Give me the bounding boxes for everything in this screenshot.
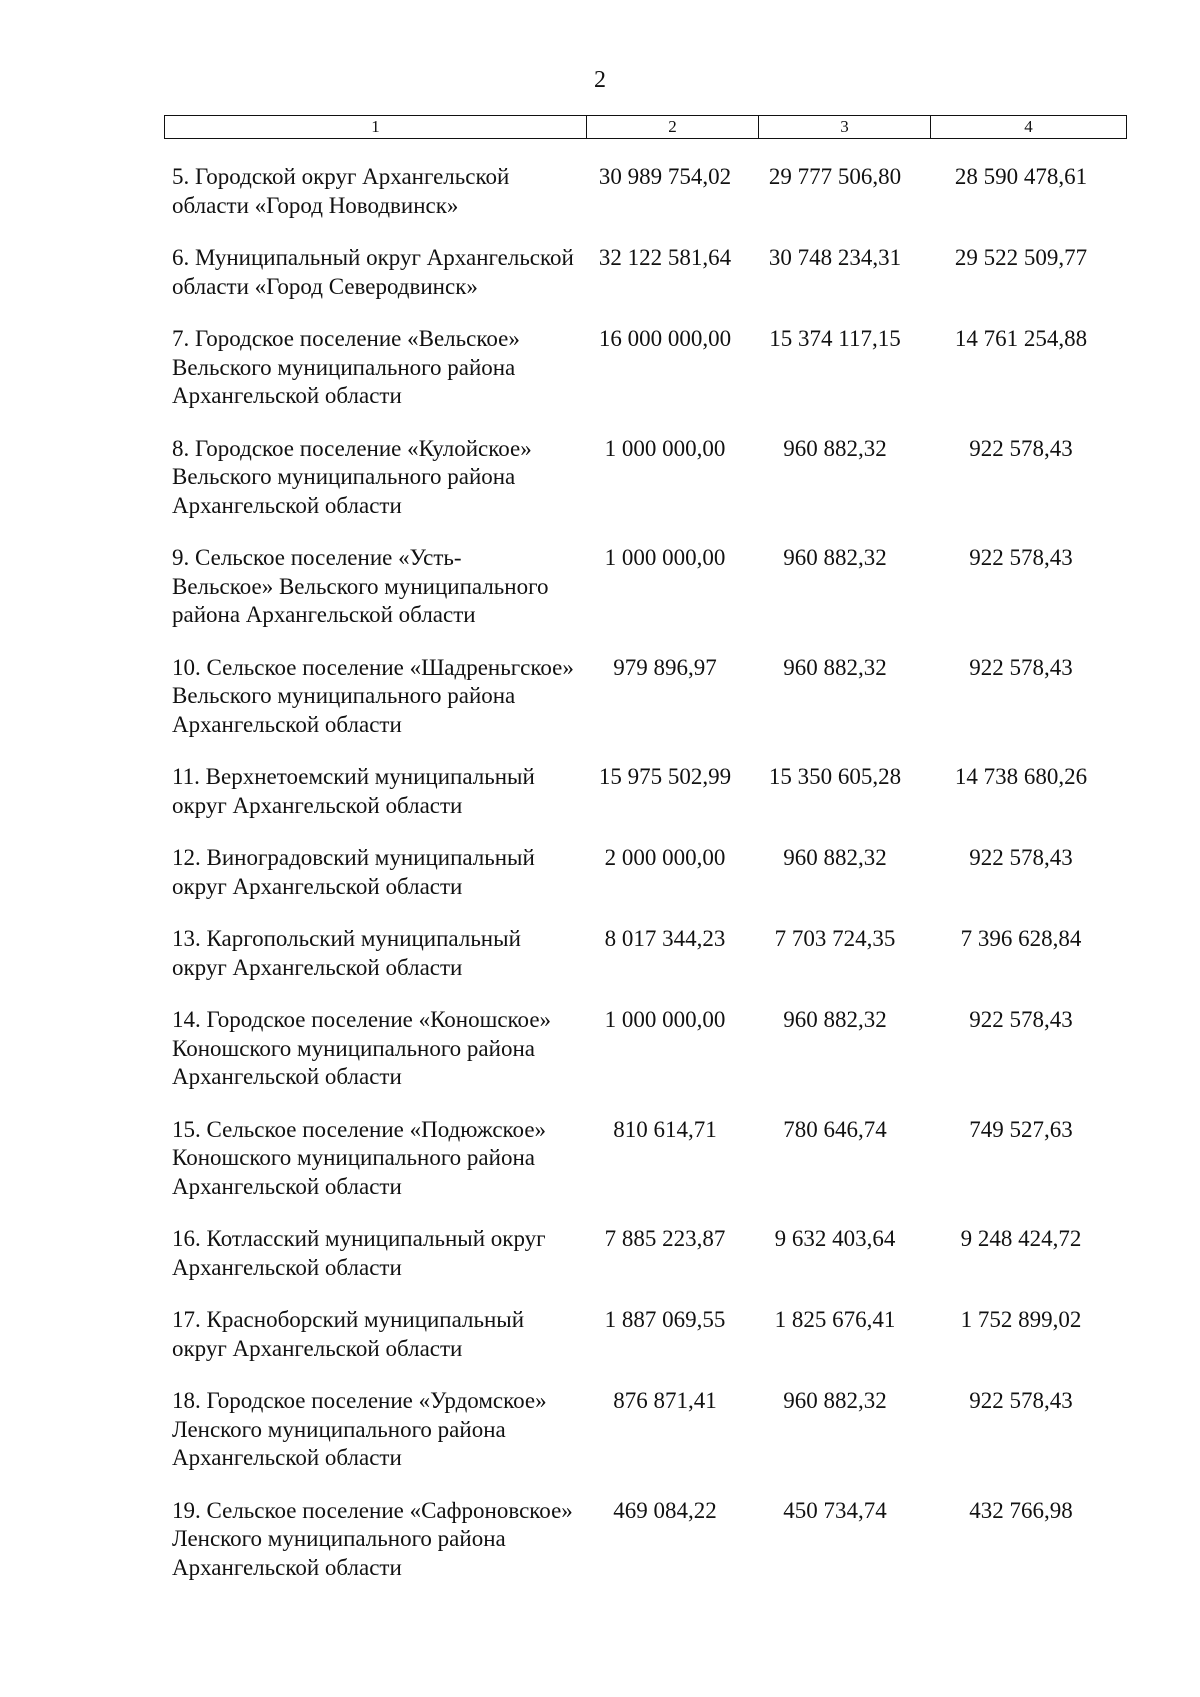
amount-col-2: 1 000 000,00 xyxy=(604,1007,726,1032)
municipality-name-line: 8. Городское поселение «Кулойское» xyxy=(172,435,532,461)
header-col-1: 1 xyxy=(165,116,587,139)
municipality-name-line: 5. Городской округ Архангельской xyxy=(172,164,510,189)
amount-col-2: 979 896,97 xyxy=(613,654,717,680)
table-row xyxy=(172,1497,1134,1583)
table-row xyxy=(172,925,1134,982)
column-number-header xyxy=(164,115,1127,139)
municipality-name xyxy=(172,163,586,220)
municipality-name xyxy=(172,544,586,630)
municipality-name-line: Коношского муниципального района xyxy=(172,1035,535,1061)
amount-col-4: 29 522 509,77 xyxy=(954,245,1088,270)
table-row xyxy=(172,844,1134,901)
table-row xyxy=(172,1225,1134,1282)
table-row xyxy=(172,1387,1134,1473)
amount-col-3: 9 632 403,64 xyxy=(774,1226,896,1251)
amount-col-3: 960 882,32 xyxy=(783,1007,887,1032)
header-col-3: 3 xyxy=(759,116,931,139)
amount-col-2: 16 000 000,00 xyxy=(598,326,732,351)
municipality-name xyxy=(172,925,586,982)
municipality-name-line: Архангельской области xyxy=(172,711,402,737)
amount-col-4: 14 761 254,88 xyxy=(954,326,1088,351)
amount-col-4: 1 752 899,02 xyxy=(960,1307,1082,1332)
municipality-name-line: 18. Городское поселение «Урдомское» xyxy=(172,1388,547,1413)
municipality-name-line: 17. Красноборский муниципальный xyxy=(172,1307,525,1332)
amount-col-2: 15 975 502,99 xyxy=(598,764,732,789)
table-row xyxy=(172,1306,1134,1363)
amount-col-2: 7 885 223,87 xyxy=(604,1226,726,1251)
municipality-name-line: округ Архангельской области xyxy=(172,954,463,980)
amount-col-4: 749 527,63 xyxy=(969,1116,1073,1142)
amount-col-4: 922 578,43 xyxy=(969,1007,1073,1032)
table-row xyxy=(172,244,1134,301)
table-row xyxy=(172,1006,1134,1092)
amount-col-2: 1 887 069,55 xyxy=(604,1307,726,1332)
municipality-name xyxy=(172,763,586,820)
amount-col-4: 922 578,43 xyxy=(969,1388,1073,1413)
amount-col-3: 15 350 605,28 xyxy=(768,764,902,789)
municipality-name-line: Архангельской области xyxy=(172,1554,402,1580)
amount-col-2: 469 084,22 xyxy=(613,1497,717,1523)
municipality-name xyxy=(172,1306,586,1363)
table-row xyxy=(172,163,1134,220)
header-col-4: 4 xyxy=(931,116,1127,139)
table-row xyxy=(172,544,1134,630)
municipality-name-line: округ Архангельской области xyxy=(172,792,463,818)
amount-col-2: 2 000 000,00 xyxy=(604,845,726,870)
amount-col-3: 960 882,32 xyxy=(783,545,887,570)
header-col-2: 2 xyxy=(587,116,759,139)
municipality-name-line: района Архангельской области xyxy=(172,602,476,627)
municipality-name-line: 14. Городское поселение «Коношское» xyxy=(172,1007,552,1032)
municipality-name xyxy=(172,1387,586,1473)
municipality-name-line: Архангельской области xyxy=(172,492,402,518)
table-row xyxy=(172,1116,1134,1202)
municipality-name-line: Вельское» Вельского муниципального xyxy=(172,573,549,599)
municipality-name-line: Вельского муниципального района xyxy=(172,464,516,489)
municipality-name xyxy=(172,1497,586,1583)
municipality-name xyxy=(172,435,586,521)
amount-col-4: 7 396 628,84 xyxy=(960,926,1082,951)
amount-col-3: 30 748 234,31 xyxy=(768,245,902,270)
amount-col-4: 922 578,43 xyxy=(969,845,1073,870)
municipality-name-line: области «Город Новодвинск» xyxy=(172,192,459,218)
municipality-name-line: Вельского муниципального района xyxy=(172,683,516,708)
municipality-name-line: 13. Каргопольский муниципальный xyxy=(172,926,521,951)
amount-col-2: 30 989 754,02 xyxy=(598,164,732,189)
amount-col-2: 1 000 000,00 xyxy=(604,545,726,570)
amount-col-3: 780 646,74 xyxy=(783,1116,887,1142)
municipality-name-line: округ Архангельской области xyxy=(172,1335,463,1361)
municipality-name xyxy=(172,844,586,901)
municipality-name-line: 6. Муниципальный округ Архангельской xyxy=(172,245,574,270)
municipality-name xyxy=(172,1116,586,1202)
amount-col-3: 7 703 724,35 xyxy=(774,926,896,951)
amount-col-4: 28 590 478,61 xyxy=(954,164,1088,189)
amount-col-4: 922 578,43 xyxy=(969,654,1073,680)
municipality-name-line: 15. Сельское поселение «Подюжское» xyxy=(172,1116,547,1142)
municipality-name-line: области «Город Северодвинск» xyxy=(172,273,478,299)
municipality-name-line: Вельского муниципального района xyxy=(172,354,516,380)
page-number: 2 xyxy=(594,67,606,93)
municipality-name-line: Коношского муниципального района xyxy=(172,1145,535,1170)
amount-col-2: 810 614,71 xyxy=(613,1116,717,1142)
amount-col-4: 922 578,43 xyxy=(969,545,1073,570)
municipality-name-line: 19. Сельское поселение «Сафроновское» xyxy=(172,1497,573,1523)
table-row xyxy=(172,435,1134,521)
municipality-table-body xyxy=(172,163,1134,1582)
municipality-name-line: Архангельской области xyxy=(172,1254,402,1280)
municipality-name-line: 9. Сельское поселение «Усть- xyxy=(172,545,462,570)
municipality-name xyxy=(172,325,586,411)
amount-col-3: 960 882,32 xyxy=(783,435,887,461)
amount-col-2: 32 122 581,64 xyxy=(598,245,732,270)
municipality-name-line: 11. Верхнетоемский муниципальный xyxy=(172,764,535,789)
amount-col-4: 14 738 680,26 xyxy=(954,764,1088,789)
table-row xyxy=(172,325,1134,411)
municipality-name-line: округ Архангельской области xyxy=(172,873,463,899)
municipality-name-line: 10. Сельское поселение «Шадреньгское» xyxy=(172,654,574,680)
amount-col-2: 8 017 344,23 xyxy=(604,926,726,951)
amount-col-3: 15 374 117,15 xyxy=(769,326,901,351)
municipality-name-line: Архангельской области xyxy=(172,383,402,408)
amount-col-2: 1 000 000,00 xyxy=(604,435,726,461)
amount-col-4: 922 578,43 xyxy=(969,435,1073,461)
table-row xyxy=(172,654,1134,740)
municipality-name-line: 12. Виноградовский муниципальный xyxy=(172,845,535,870)
municipality-name-line: Ленского муниципального района xyxy=(172,1416,506,1442)
table-row xyxy=(172,763,1134,820)
municipality-name xyxy=(172,1225,586,1282)
amount-col-4: 432 766,98 xyxy=(969,1497,1073,1523)
municipality-name-line: 16. Котласский муниципальный округ xyxy=(172,1226,546,1251)
municipality-name xyxy=(172,244,586,301)
amount-col-3: 450 734,74 xyxy=(783,1497,887,1523)
municipality-name-line: Архангельской области xyxy=(172,1173,402,1199)
amount-col-3: 1 825 676,41 xyxy=(774,1307,896,1332)
amount-col-3: 960 882,32 xyxy=(783,654,887,680)
amount-col-3: 960 882,32 xyxy=(783,1388,887,1413)
amount-col-2: 876 871,41 xyxy=(613,1388,717,1413)
amount-col-4: 9 248 424,72 xyxy=(960,1226,1082,1251)
municipality-name-line: Ленского муниципального района xyxy=(172,1526,506,1551)
municipality-name xyxy=(172,654,586,740)
municipality-name xyxy=(172,1006,586,1092)
amount-col-3: 960 882,32 xyxy=(783,845,887,870)
municipality-name-line: Архангельской области xyxy=(172,1445,402,1470)
amount-col-3: 29 777 506,80 xyxy=(768,164,902,189)
municipality-name-line: 7. Городское поселение «Вельское» xyxy=(172,326,520,351)
municipality-name-line: Архангельской области xyxy=(172,1064,402,1089)
